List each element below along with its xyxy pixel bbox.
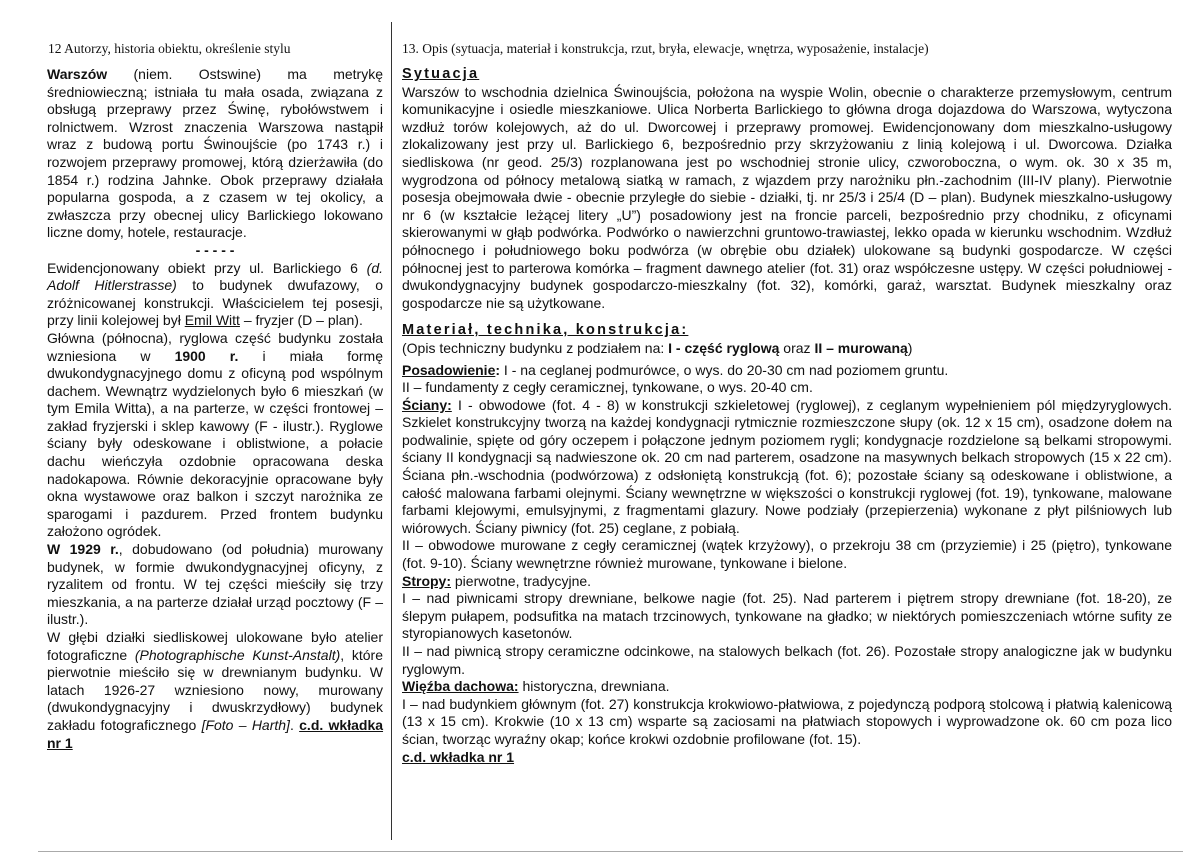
stropy-part-1: I – nad piwnicami stropy drewniane, belkowe nagie (fot. 25). Nad parterem i piętrem stropy drewniane (fot. 18-20), ze ślepym pułapem, podsufitka na matach trzcinowych, tynkowane na gładko; w niektórych pomieszczeniach wtórne sufity ze styropianowych kasetonów. [402, 590, 1172, 642]
wiezba-part-1: I – nad budynkiem głównym (fot. 27) konstrukcja krokwiowo-płatwiowa, z pojedynczą podporą stolcową i płatwią kalenicową (13 x 15 cm). Krokwie (10 x 13 cm) wsparte są zaciosami na płatwiach stopowych i wyprowadzone ok. 60 cm poza lico ścian, tworząc wyraźny okap; końce krokwi ozdobnie profilowane (fot. 15). [402, 695, 1172, 747]
separator: - - - - - [195, 241, 235, 258]
column-divider [391, 22, 392, 840]
description-column [402, 66, 1172, 766]
continuation-note-right: c.d. wkładka nr 1 [402, 748, 515, 765]
wiezba-label-line: Więźba dachowa: historyczna, drewniana. [402, 678, 670, 695]
continuation-note: c.d. wkładka nr 1 [47, 716, 384, 751]
history-paragraph-3: Główna (północna), ryglowa część budynku została wzniesiona w 1900 r. i miała formę dwukondygnacyjnego domu z oficyną pod wspólnym dachem. Wewnątrz wydzielonych było 6 mieszkań (w tym Emila Witta), a na parterze, w części frontowej – zakład fryzjerski i sklep kawowy (F - ilustr.). Ryglowe ściany były odeskowane i oblistwione, a połacie dachu wieńczyła ozdobnie opracowana deska nadokapowa. Równie dekoracyjnie opracowane były okna wystawowe oraz balkon i szczyt narożnika ze sparogami i pazdurem. Przed frontem budynku założono ogródek. [47, 329, 383, 540]
stropy-part-2: II – nad piwnicą stropy ceramiczne odcinkowe, na stalowych belkach (fot. 26). Pozostałe stropy analogiczne jak w budynku ryglowym. [402, 643, 1172, 677]
bottom-rule [38, 851, 1183, 852]
right-section-header: 13. Opis (sytuacja, materiał i konstrukcja, rzut, bryła, elewacje, wnętrza, wyposażenie, instalacje) [402, 41, 929, 56]
left-section-header: 12 Autorzy, historia obiektu, określenie stylu [48, 41, 291, 56]
history-paragraph-1: Warszów (niem. Ostswine) ma metrykę średniowieczną; istniała tu mała osada, związana z obsługą przeprawy przez Świnę, rybołówstwem i rolnictwem. Wzrost znaczenia Warszowa nastąpił wraz z budową portu Świnoujście (po 1743 r.) i rozwojem przeprawy promowej, którą dzierżawiła (do 1854 r.) rodzina Jahnke. Obok przeprawy działała popularna gospoda, a z czasem w tej okolicy, a zwłaszcza przy obecnej ulicy Barlickiego lokowano liczne domy, hotele, restauracje. [47, 66, 383, 241]
stropy-label-line: Stropy: pierwotne, tradycyjne. [402, 572, 592, 589]
material-subtitle: (Opis techniczny budynku z podziałem na: I - część ryglową oraz II – murowaną) [402, 339, 913, 356]
sciany-part-2: II – obwodowe murowane z cegły ceramicznej (wątek krzyżowy), o przekroju 38 cm (przyziemie) i 25 (piętro), tynkowane (fot. 9-10). Ściany wewnętrzne również murowane, tynkowane i bielone. [402, 537, 1172, 572]
history-paragraph-5: W głębi działki siedliskowej ulokowane było atelier fotograficzne (Photographische Kunst-Anstalt), które pierwotnie mieściło się w drewnianym budynku. W latach 1926-27 wzniesiono nowy, murowany (dwukondygnacyjny i dwuskrzydłowy) budynek zakładu fotograficznego [Foto – Harth]. c.d. wkładka nr 1 [47, 629, 384, 751]
sciany-part-1: Ściany: I - obwodowe (fot. 4 - 8) w konstrukcji szkieletowej (ryglowej), z ceglanym wypełnieniem pól międzyryglowych. Szkielet konstrukcyjny tworzą na każdej kondygnacji rytmicznie rozmieszczone słupy (ok. 12 x 15 cm), osadzone dołem na podwalinie, spięte od góry oczepem i połączone jednym poziomem rygli; kondygnacje rozdzielone są belkami stropowymi. ściany II kondygnacji są nadwieszone ok. 20 cm nad parterem, osadzone na masywnych belkach stropowych (15 x 22 cm). Ściana płn.-wschodnia (podwórzowa) z odsłoniętą konstrukcją (fot. 6); pozostałe ściany są odeskowane i oblistwione, a całość malowana farbami olejnymi. Ściany wewnętrzne w większości o konstrukcji ryglowej (fot. 19), tynkowane, malowane farbami klejowymi, emulsyjnymi, z fragmentami glazury. Nowe podziały (przepierzenia) wykonane z płyt pilśniowych lub wiórowych. Ściany piwnicy (fot. 25) ceglane, z pobiałą. [402, 396, 1172, 536]
history-paragraph-4: W 1929 r., dobudowano (od południa) murowany budynek, w formie dwukondygnacyjnej oficyny, z ryzalitem od frontu. W tej części mieściły się trzy mieszkania, a na parterze działał urząd pocztowy (F – ilustr.). [47, 541, 384, 628]
history-paragraph-2: Ewidencjonowany obiekt przy ul. Barlickiego 6 (d. Adolf Hitlerstrasse) to budynek dwufazowy, o zróżnicowanej konstrukcji. Właścicielem tej posesji, przy linii kolejowej był Emil Witt – fryzjer (D – plan). [47, 259, 383, 329]
history-column [47, 66, 383, 752]
posadowienie-line-1: Posadowienie: I - na ceglanej podmurówce, o wys. do 20-30 cm nad poziomem gruntu. [402, 361, 949, 378]
posadowienie-line-2: II – fundamenty z cegły ceramicznej, tynkowane, o wys. 20-40 cm. [402, 379, 813, 396]
sytuacja-text: Warszów to wschodnia dzielnica Świnoujścia, położona na wyspie Wolin, obecnie o charakterze przemysłowym, centrum komunikacyjne i osiedle mieszkaniowe. Ulica Norberta Barlickiego to główna droga dojazdowa do Warszowa, wytyczona wzdłuż torów kolejowych, aż do ul. Dworcowej i przeprawy promowej. Ewidencjonowany dom mieszkalno-usługowy zlokalizowany jest przy ul. Barlickiego 6, bezpośrednio przy skrzyżowaniu z linią kolejową i ul. Dworcowa. Działka siedliskowa (nr geod. 25/3) rozplanowana jest po wschodniej stronie ulicy, czworoboczna, o wym. ok. 30 x 35 m, wygrodzona od północy metalową siatką w ramach, z wjazdem przy narożniku płn.-zachodnim (III-IV plany). Pierwotnie posesja obejmowała dwie - obecnie przyległe do siebie - działki, tj. nr 25/3 i 25/4 (D – plan). Budynek mieszkalno-usługowy nr 6 (w kształcie leżącej litery „U”) posadowiony jest na froncie parceli, bezpośrednio przy chodniku, z oficynami skierowanymi w głąb podwórka. Podwórko o nawierzchni gruntowo-trawiastej, lekko opada w kierunku wschodnim. Wzdłuż północnego i południowego boku podwórza (w obrębie obu działek) ulokowane są budynki gospodarcze. W części północnej jest to parterowa komórka – fragment dawnego atelier (fot. 31) oraz współczesne ustępy. W części południowej - dwukondygnacyjny budynek gospodarczo-mieszkalny (fot. 32), komórki, garaż, warsztat. Budynek mieszkalny oraz gospodarcze nie są użytkowane. [402, 83, 1172, 311]
sytuacja-heading: Sytuacja [402, 66, 480, 82]
material-heading: Materiał, technika, konstrukcja: [402, 322, 689, 339]
